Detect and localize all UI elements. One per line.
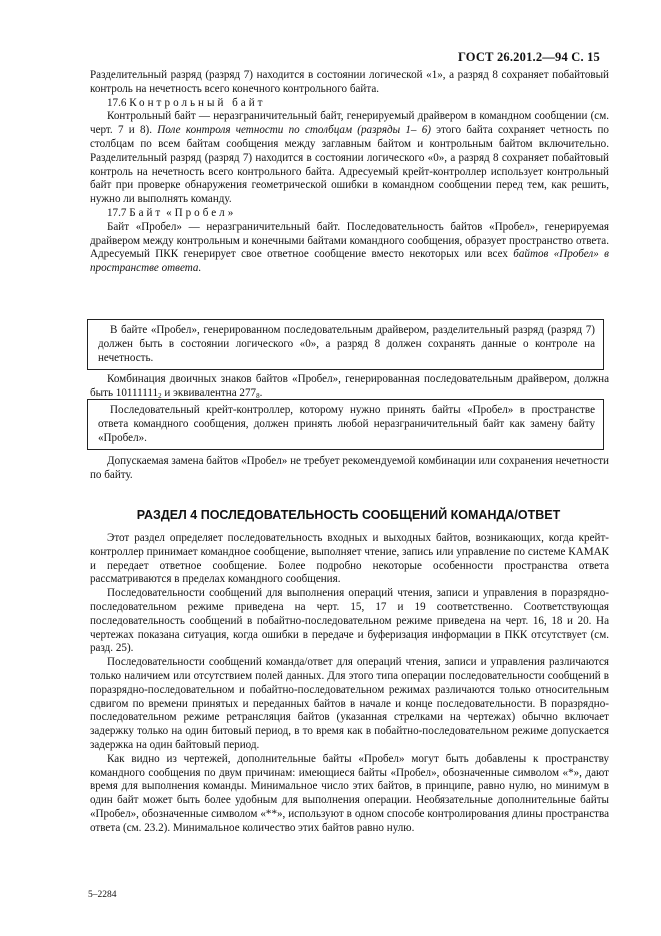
paragraph: Как видно из чертежей, дополнительные байты «Пробел» могут быть добавлены к пространству командного сообщения по двум причинам: имеющиеся байты «Пробел», обозначенные символом «*», дают время для выполнения команды. Минимальное число этих байтов, в принципе, равно нулю, но минимум в один байт может быть более удобным для выполнения операции. Необязательные дополнительные байты «Пробел», обозначенные символом «**», используют в одном способе контролирования длины пространства ответа (см. 23.2). Минимальное количество этих байтов равно нулю.	[90, 752, 609, 834]
heading-number: 17.7	[107, 206, 127, 219]
requirement-box	[87, 319, 604, 370]
text-run: и эквивалентна 277	[161, 386, 257, 399]
requirement-box	[87, 399, 604, 450]
box-text: В байте «Пробел», генерированном последовательным драйвером, разделительный разряд (разряд 7) должен быть в состоянии логического «0», а разряд 8 должен сохранять данные о контроле на нечетность.	[98, 324, 595, 364]
section-title: РАЗДЕЛ 4 ПОСЛЕДОВАТЕЛЬНОСТЬ СООБЩЕНИЙ КОМАНДА/ОТВЕТ	[136, 508, 561, 522]
page-header: ГОСТ 26.201.2—94 С. 15	[457, 50, 600, 64]
footer-code: 5–2284	[88, 890, 117, 900]
text-run: Контрольный байт — неразграничительный байт, генерируемый драйвером в командном сообщении (см. черт. 7 и 8).	[90, 110, 609, 137]
paragraph	[90, 110, 609, 207]
paragraph-combination	[90, 373, 609, 401]
text-run: Комбинация двоичных знаков байтов «Пробел», генерированная последовательным драйвером, должна быть 10111111	[90, 373, 609, 399]
italic-run: байтов «Пробел» в пространстве ответа.	[90, 248, 609, 275]
paragraph: Этот раздел определяет последовательность входных и выходных байтов, возникающих, когда крейт-контроллер принимает командное сообщение, выполняет чтение, запись или управление по системе КАМАК и передает ответное сообщение. Более подробно некоторые особенности пространства ответа рассматриваются в пределах командного сообщения.	[90, 532, 609, 586]
heading-title: «Пробел»	[166, 206, 237, 219]
box-text: Последовательный крейт-контроллер, которому нужно принять байты «Пробел» в пространстве ответа командного сообщения, должен принять любой неразграничительный байт как замену байту «Пробел».	[98, 404, 595, 444]
heading-17-6	[90, 97, 609, 111]
heading-title: Байт	[129, 206, 164, 219]
paragraph: Разделительный разряд (разряд 7) находится в состоянии логической «1», а разряд 8 сохраняет побайтовый контроль на нечетность всего конечного контрольного байта.	[90, 69, 609, 95]
paragraph-replacement	[90, 455, 609, 483]
italic-run: Поле контроля четности по столбцам (разряды 1– 6)	[157, 124, 431, 137]
heading-title: Контрольный байт	[129, 96, 266, 109]
heading-17-7	[90, 207, 609, 221]
text-run: .	[259, 386, 263, 399]
text-block-17	[90, 69, 609, 276]
paragraph	[90, 221, 609, 276]
paragraph: Последовательности сообщений для выполнения операций чтения, записи и управления в поразрядно-последовательном режиме приведена на черт. 15, 17 и 19 соответственно. Соответствующая последовательность сообщений в побайтно-последовательном режиме приведена на черт. 16, 18 и 20. На чертежах показана ситуация, когда ошибки в передаче и буферизация информации в ПКК отсутствует (см. разд. 25).	[90, 587, 609, 655]
paragraph: Допускаемая замена байтов «Пробел» не требует рекомендуемой комбинации или сохранения нечетности по байту.	[90, 455, 609, 481]
text-run: этого байта сохраняет четность по столбцам по всем байтам сообщения между заглавным байтом и контрольным байтом включительно. Разделительный разряд (разряд 7) находится в состоянии логического «0», а разряд 8 сохраняет побайтовый контроль на нечетность всего контрольного байта. Адресуемый крейт-контроллер использует контрольный байт при проверке обнаружения геометрической ошибки в командном сообщении перед тем, как решить, нужно ли выполнять команду.	[90, 124, 609, 206]
subscript: 8	[256, 391, 260, 400]
text-run: Байт «Пробел» — неразграничительный байт. Последовательность байтов «Пробел», генерируемая драйвером между контрольным и конечными байтами командного сообщения, образует пространство ответа. Адресуемый ПКК генерирует свое ответное сообщение вместо некоторых или всех	[90, 220, 609, 261]
paragraph: Последовательности сообщений команда/ответ для операций чтения, записи и управления различаются только наличием или отсутствием полей данных. Для этого типа операции последовательности сообщений в поразрядно-последовательном и побайтно-последовательном режимах различаются только относительным сдвигом по времени принятых и переданных байтов в начале и конце последовательности. В поразрядно-последовательном режиме ретрансляция байтов (указанная стрелками на чертежах) обычно включает задержку только на один битовый период, в то время как в побайтно-последовательном режиме допускается задержка на один байтовый период.	[90, 656, 609, 751]
subscript: 2	[158, 391, 162, 400]
paragraph	[90, 373, 609, 401]
heading-number: 17.6	[107, 96, 127, 109]
section-body	[90, 532, 609, 836]
